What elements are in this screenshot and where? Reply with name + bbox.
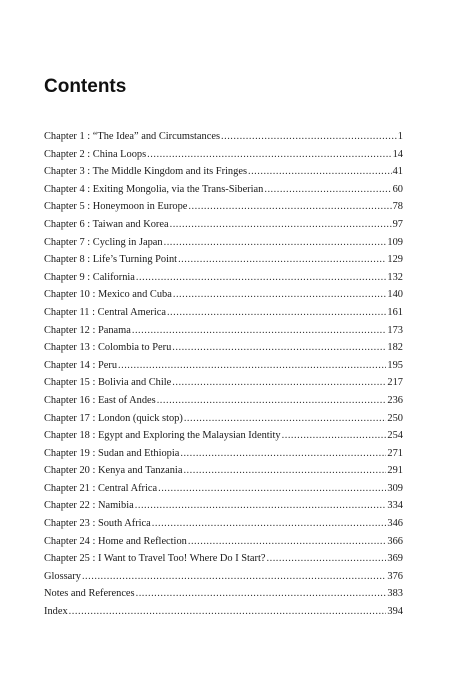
toc-entry-title: Chapter 19 : Sudan and Ethiopia (44, 447, 180, 459)
toc-entry-page-number: 60 (392, 183, 403, 195)
dot-leader (136, 588, 387, 599)
toc-entry-page-number: 109 (387, 236, 403, 248)
toc-entry-title: Chapter 1 : “The Idea” and Circumstances (44, 131, 220, 142)
toc-entry-page-number: 376 (387, 570, 403, 582)
toc-entry (44, 149, 403, 167)
toc-entry-title: Chapter 12 : Panama (44, 324, 131, 336)
dot-leader (147, 149, 391, 160)
toc-entry-page-number: 236 (387, 394, 403, 406)
toc-entry-title: Chapter 16 : East of Andes (44, 394, 156, 406)
toc-entry-title: Chapter 14 : Peru (44, 359, 118, 371)
toc-entry-page-number: 217 (387, 377, 403, 389)
dot-leader (267, 553, 387, 564)
toc-entry-title: Chapter 8 : Life’s Turning Point (44, 254, 178, 266)
toc-entry (44, 465, 403, 483)
toc-entry-page-number: 41 (392, 166, 403, 178)
toc-entry-page-number: 334 (387, 500, 403, 512)
toc-entry-title: Chapter 9 : California (44, 271, 135, 283)
toc-entry-title: Chapter 18 : Egypt and Exploring the Malaysian Identity (44, 430, 281, 442)
toc-entry-title: Chapter 17 : London (quick stop) (44, 412, 183, 424)
toc-entry-title: Chapter 11 : Central America (44, 306, 166, 318)
toc-entry-page-number: 346 (387, 518, 403, 530)
toc-entry (44, 588, 403, 606)
dot-leader (282, 430, 387, 441)
toc-entry-title: Chapter 7 : Cycling in Japan (44, 236, 163, 248)
dot-leader (183, 465, 386, 476)
toc-entry (44, 342, 403, 360)
toc-entry (44, 201, 403, 219)
dot-leader (188, 536, 387, 547)
dot-leader (188, 201, 391, 212)
dot-leader (164, 237, 387, 248)
toc-entry-title: Chapter 15 : Bolivia and Chile (44, 377, 172, 389)
dot-leader (180, 448, 386, 459)
toc-entry (44, 360, 403, 378)
toc-entry (44, 483, 403, 501)
toc-entry (44, 395, 403, 413)
toc-entry-page-number: 309 (387, 482, 403, 494)
toc-entry-title: Chapter 10 : Mexico and Cuba (44, 289, 172, 301)
dot-leader (172, 377, 386, 388)
toc-entry-page-number: 369 (387, 553, 403, 565)
toc-entry-title: Chapter 5 : Honeymoon in Europe (44, 201, 188, 213)
toc-entry-title: Chapter 24 : Home and Reflection (44, 535, 187, 547)
table-of-contents (44, 131, 403, 624)
toc-entry (44, 184, 403, 202)
dot-leader (69, 606, 387, 617)
toc-entry-title: Chapter 23 : South Africa (44, 518, 151, 530)
dot-leader (136, 272, 387, 283)
toc-entry-title: Chapter 22 : Namibia (44, 500, 134, 512)
toc-entry-page-number: 195 (387, 359, 403, 371)
toc-entry-page-number: 383 (387, 588, 403, 600)
toc-entry (44, 131, 403, 149)
toc-entry-title: Chapter 20 : Kenya and Tanzania (44, 465, 183, 477)
toc-entry-title: Chapter 3 : The Middle Kingdom and its Fringes (44, 166, 247, 178)
toc-entry-page-number: 129 (387, 254, 403, 266)
toc-entry-page-number: 250 (387, 412, 403, 424)
dot-leader (170, 219, 392, 230)
toc-entry-page-number: 291 (387, 465, 403, 477)
toc-entry-page-number: 140 (387, 289, 403, 301)
toc-entry (44, 272, 403, 290)
dot-leader (248, 166, 392, 177)
dot-leader (135, 500, 387, 511)
toc-entry (44, 430, 403, 448)
dot-leader (184, 413, 387, 424)
toc-entry-title: Chapter 21 : Central Africa (44, 482, 158, 494)
toc-entry (44, 307, 403, 325)
toc-entry-title: Chapter 6 : Taiwan and Korea (44, 218, 169, 230)
dot-leader (132, 325, 387, 336)
dot-leader (172, 342, 386, 353)
toc-entry-page-number: 97 (392, 218, 403, 230)
toc-entry (44, 237, 403, 255)
toc-entry (44, 571, 403, 589)
toc-entry (44, 500, 403, 518)
toc-entry (44, 413, 403, 431)
toc-entry-page-number: 173 (387, 324, 403, 336)
toc-entry-title: Chapter 13 : Colombia to Peru (44, 342, 172, 354)
toc-entry-title: Index (44, 606, 68, 618)
toc-entry (44, 518, 403, 536)
toc-entry (44, 325, 403, 343)
toc-entry-page-number: 132 (387, 271, 403, 283)
toc-entry-page-number: 366 (387, 535, 403, 547)
toc-entry-page-number: 78 (392, 201, 403, 213)
dot-leader (167, 307, 386, 318)
toc-entry-page-number: 394 (387, 606, 403, 618)
toc-entry (44, 536, 403, 554)
dot-leader (173, 289, 387, 300)
toc-entry-title: Chapter 25 : I Want to Travel Too! Where Do I Start? (44, 553, 266, 565)
toc-entry (44, 553, 403, 571)
dot-leader (221, 131, 397, 142)
toc-entry (44, 606, 403, 624)
toc-entry-title: Chapter 2 : China Loops (44, 148, 147, 160)
dot-leader (152, 518, 387, 529)
toc-entry (44, 289, 403, 307)
toc-entry (44, 219, 403, 237)
toc-entry (44, 254, 403, 272)
toc-entry-page-number: 14 (392, 148, 403, 160)
dot-leader (158, 483, 386, 494)
toc-entry-page-number: 182 (387, 342, 403, 354)
toc-entry-page-number: 1 (397, 131, 403, 142)
dot-leader (157, 395, 387, 406)
page-title: Contents (44, 76, 127, 97)
toc-entry-title: Glossary (44, 570, 81, 582)
toc-entry-page-number: 161 (387, 306, 403, 318)
toc-entry-title: Chapter 4 : Exiting Mongolia, via the Trans-Siberian (44, 183, 264, 195)
toc-entry-page-number: 254 (387, 430, 403, 442)
toc-entry-title: Notes and References (44, 588, 135, 600)
dot-leader (118, 360, 386, 371)
dot-leader (82, 571, 386, 582)
dot-leader (264, 184, 391, 195)
dot-leader (178, 254, 386, 265)
toc-entry-page-number: 271 (387, 447, 403, 459)
toc-entry (44, 377, 403, 395)
toc-entry (44, 166, 403, 184)
toc-entry (44, 448, 403, 466)
